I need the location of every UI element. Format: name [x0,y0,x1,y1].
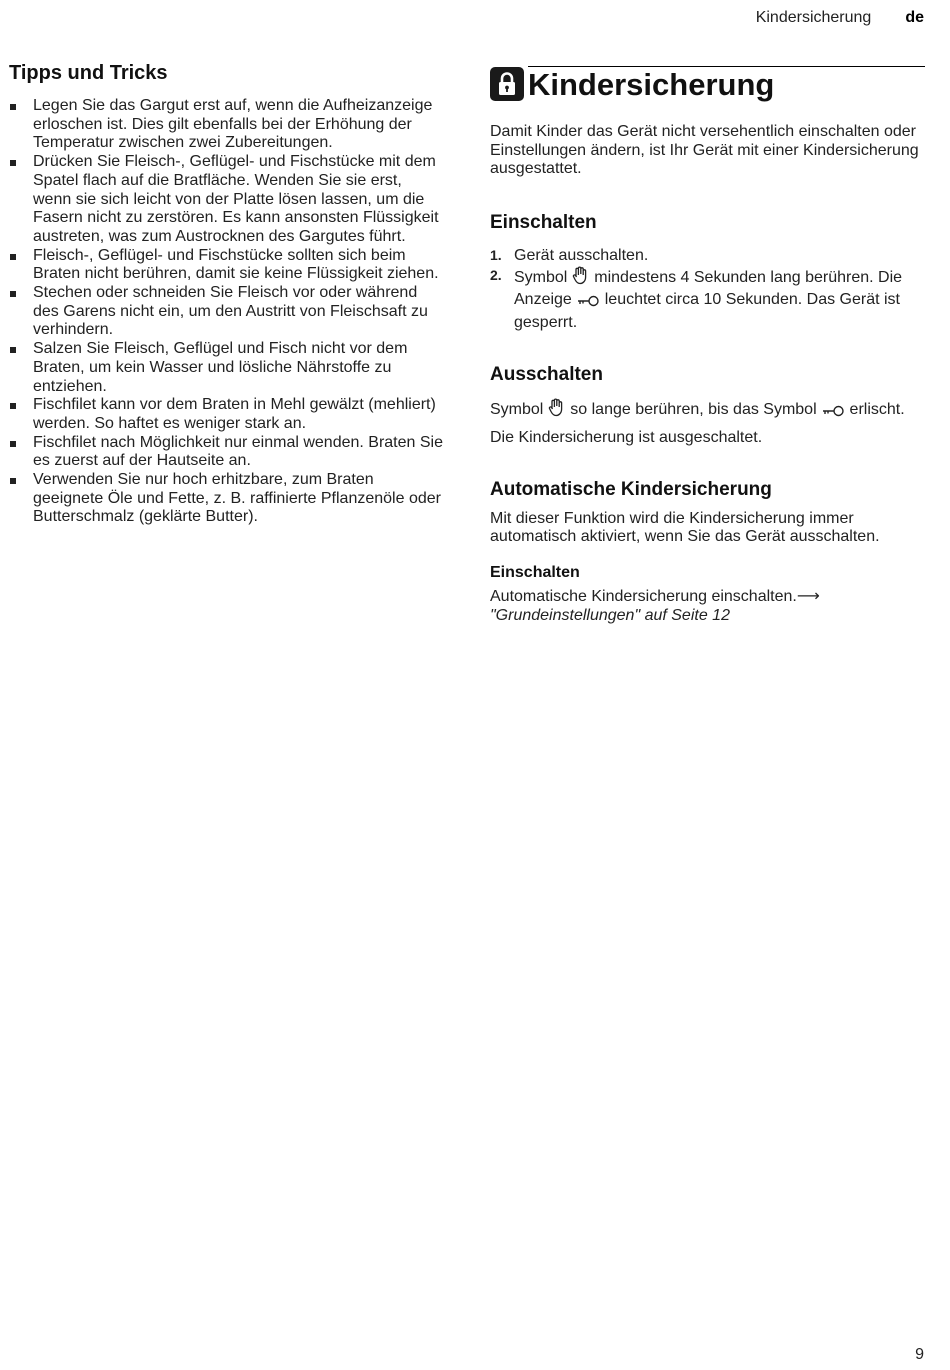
auto-einschalten-text [490,588,925,625]
hand-key-icon [548,398,566,423]
list-item: Legen Sie das Gargut erst auf, wenn die Aufheizanzeige erloschen ist. Dies gilt ebenfalls bei der Erhöhung der Temperatur zwischen zwei Zubereitungen. [9,97,444,153]
einschalten-steps [490,246,925,332]
list-item [490,246,925,266]
auto-einschalten-heading: Einschalten [490,563,580,581]
list-item: Fleisch-, Geflügel- und Fischstücke sollten sich beim Braten nicht berühren, damit sie keine Flüssigkeit ziehen. [9,247,444,284]
ausschalten-heading: Ausschalten [490,364,603,386]
auto-einschalten-instruction: Automatische Kindersicherung einschalten. [490,587,797,605]
lock-icon [490,67,524,101]
header-language: de [905,9,924,26]
list-item: Fischfilet kann vor dem Braten in Mehl gewälzt (mehliert) werden. So haftet es weniger stark an. [9,396,444,433]
step-text: Gerät ausschalten. [514,247,649,265]
page-number: 9 [915,1346,924,1363]
key-icon [576,293,600,313]
auto-lock-heading: Automatische Kindersicherung [490,478,772,500]
ausschalten-text-part1: Symbol [490,401,544,419]
step-text-part3: leuchtet circa 10 Sekunden. Das Gerät ist gesperrt. [514,291,900,331]
step-number: 1. [490,247,502,264]
tips-heading: Tipps und Tricks [9,62,168,84]
einschalten-heading: Einschalten [490,212,597,234]
arrow-right-icon: ⟶ [796,587,820,605]
ausschalten-text-part2: so lange berühren, bis das Symbol [570,401,817,419]
ausschalten-text-part3: erlischt. [849,401,905,419]
tips-section [9,62,444,527]
key-icon [821,404,845,423]
list-item: Salzen Sie Fleisch, Geflügel und Fisch nicht vor dem Braten, um kein Wasser und lösliche Nährstoffe zu entziehen. [9,340,444,396]
list-item: Fischfilet nach Möglichkeit nur einmal wenden. Braten Sie es zuerst auf der Hautseite an. [9,434,444,471]
ausschalten-text [490,398,925,423]
page-header [756,9,924,27]
step-number: 2. [490,266,502,283]
title-wrap [528,66,925,101]
child-lock-section [490,66,925,625]
list-item: Verwenden Sie nur hoch erhitzbare, zum Braten geeignete Öle und Fette, z. B. raffinierte Pflanzenöle oder Butterschmalz (geklärte Butter). [9,471,444,527]
auto-lock-text: Mit dieser Funktion wird die Kindersicherung immer automatisch aktiviert, wenn Sie das Gerät ausschalten. [490,509,880,546]
step-text-part2: mindestens 4 Sekunden lang berühren. Die Anzeige [514,268,903,309]
list-item: Stechen oder schneiden Sie Fleisch vor oder während des Garens nicht ein, um den Austritt von Fleischsaft zu verhindern. [9,284,444,340]
main-title-row [490,66,925,101]
list-item: Drücken Sie Fleisch-, Geflügel- und Fischstücke mit dem Spatel flach auf die Bratfläche. Wenden Sie sie erst, wenn sie sich leicht von der Platte lösen lassen, um die Fasern nicht zu zerstören. Es kann ansonsten Flüssigkeit austreten, was zum Austrocknen des Gargutes führt. [9,153,444,247]
list-item [490,266,925,333]
hand-key-icon [572,266,590,291]
page-reference-link[interactable]: "Grundeinstellungen" auf Seite 12 [490,606,730,624]
intro-text: Damit Kinder das Gerät nicht versehentlich einschalten oder Einstellungen ändern, ist Ihr Gerät mit einer Kindersicherung ausgestattet. [490,123,919,178]
ausschalten-result: Die Kindersicherung ist ausgeschaltet. [490,428,763,446]
tips-list [9,97,444,527]
header-section-title: Kindersicherung [755,9,872,26]
step-text-part1: Symbol [514,268,568,286]
page-title: Kindersicherung [528,67,775,102]
